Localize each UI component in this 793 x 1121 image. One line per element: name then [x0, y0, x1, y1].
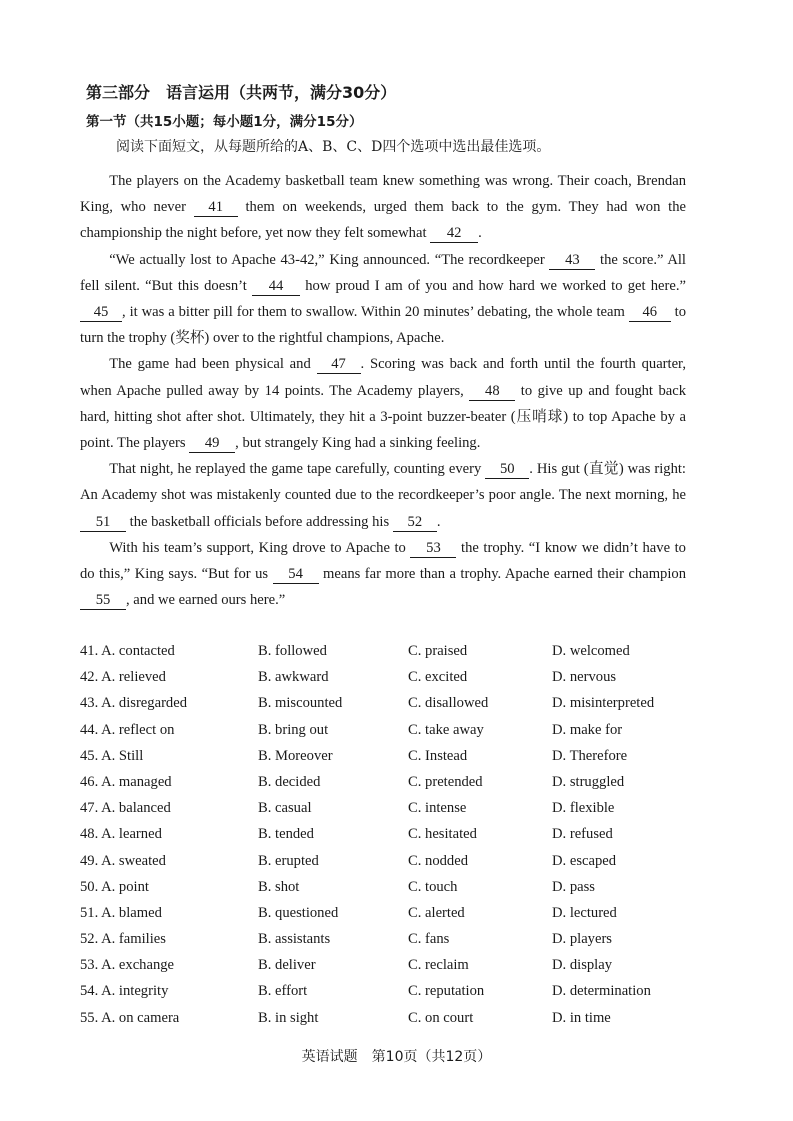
blank-47: 47	[317, 356, 361, 374]
passage-text: . His gut (直觉) was right: An Academy shot was mistakenly counted due to the recordkeeper’s poor angle. The next morning, he	[80, 461, 686, 504]
option-a: 54. A. integrity	[80, 983, 169, 1000]
passage-text: “We actually lost to Apache 43-42,” King announced. “The recordkeeper	[109, 251, 550, 268]
option-d: D. misinterpreted	[552, 695, 655, 712]
option-c: C. reclaim	[408, 957, 469, 974]
option-d: D. determination	[552, 983, 651, 1000]
option-b: B. casual	[258, 800, 312, 817]
option-c: C. praised	[408, 643, 468, 659]
option-a: 42. A. relieved	[80, 669, 166, 686]
paragraph-2	[80, 247, 686, 352]
option-c: C. on court	[408, 1009, 474, 1026]
option-c: C. take away	[408, 721, 484, 738]
option-c: C. reputation	[408, 983, 485, 1000]
option-d: D. pass	[552, 878, 595, 895]
option-row-41	[80, 640, 720, 666]
option-b: B. erupted	[258, 852, 319, 869]
passage-text: to turn the trophy (奖杯) over to the rightful champions, Apache.	[80, 304, 687, 347]
blank-50: 50	[485, 461, 529, 479]
option-b: B. deliver	[258, 957, 316, 974]
option-d: D. escaped	[552, 852, 617, 869]
passage-text: That night, he replayed the game tape carefully, counting every	[109, 461, 486, 478]
option-c: C. excited	[408, 669, 468, 686]
blank-52: 52	[393, 514, 437, 532]
option-row-47	[80, 797, 720, 823]
passage-text: , and we earned ours here.”	[126, 592, 286, 609]
option-row-54	[80, 980, 720, 1006]
passage-text: , but strangely King had a sinking feeling.	[235, 435, 481, 452]
option-d: D. lectured	[552, 904, 617, 921]
blank-41: 41	[194, 199, 238, 217]
option-row-52	[80, 928, 720, 954]
option-d: D. flexible	[552, 800, 615, 817]
option-d: D. Therefore	[552, 747, 628, 764]
blank-54: 54	[273, 566, 319, 584]
option-b: B. miscounted	[258, 695, 343, 712]
passage-text: .	[478, 225, 482, 242]
option-c: C. intense	[408, 800, 467, 817]
option-c: C. hesitated	[408, 826, 477, 843]
blank-44: 44	[252, 278, 300, 296]
option-a: 43. A. disregarded	[80, 695, 187, 712]
option-a: 49. A. sweated	[80, 852, 166, 869]
option-d: D. players	[552, 931, 612, 948]
option-row-44	[80, 719, 720, 745]
option-d: D. refused	[552, 826, 613, 843]
option-b: B. bring out	[258, 721, 329, 738]
blank-53: 53	[410, 540, 456, 558]
option-row-45	[80, 745, 720, 771]
passage-text: means far more than a trophy. Apache earned their champion	[318, 566, 686, 583]
blank-51: 51	[80, 514, 126, 532]
option-row-55	[80, 1007, 720, 1033]
blank-45: 45	[80, 304, 122, 322]
passage-text: the score.” All fell silent. “But this doesn’t	[80, 251, 686, 294]
option-row-42	[80, 666, 720, 692]
option-row-53	[80, 954, 720, 980]
blank-48: 48	[469, 383, 515, 401]
option-c: C. nodded	[408, 852, 468, 869]
answer-options	[80, 640, 720, 1033]
option-a: 53. A. exchange	[80, 957, 175, 974]
passage-text: , it was a bitter pill for them to swallow. Within 20 minutes’ debating, the whole team	[122, 304, 629, 321]
option-a: 41. A. contacted	[80, 643, 175, 659]
passage-text: them on weekends, urged them back to the gym. They had won the championship the night before, yet now they felt somewhat	[80, 199, 686, 242]
paragraph-5	[80, 535, 686, 614]
option-row-46	[80, 771, 720, 797]
option-c: C. disallowed	[408, 695, 489, 712]
option-c: C. alerted	[408, 904, 465, 921]
option-b: B. followed	[258, 643, 327, 659]
option-a: 46. A. managed	[80, 773, 172, 790]
option-a: 44. A. reflect on	[80, 721, 175, 738]
option-b: B. awkward	[258, 669, 329, 686]
option-d: D. display	[552, 957, 612, 974]
option-b: B. effort	[258, 983, 308, 1000]
blank-42: 42	[430, 225, 478, 243]
passage-text: to give up and fought back hard, hitting shot after shot. Ultimately, they hit a 3-point buzzer-beater (压哨球) to top Apache by a point. The players	[80, 382, 686, 452]
paragraph-3	[80, 351, 686, 456]
blank-46: 46	[629, 304, 671, 322]
option-d: D. in time	[552, 1009, 611, 1026]
option-b: B. in sight	[258, 1009, 319, 1026]
option-d: D. make for	[552, 721, 623, 738]
subsection-heading: 第一节（共15小题；每小题1分，满分15分）	[86, 114, 363, 130]
option-a: 47. A. balanced	[80, 800, 171, 817]
option-b: B. questioned	[258, 904, 339, 921]
option-b: B. assistants	[258, 931, 331, 948]
passage-text: The game had been physical and	[109, 356, 317, 373]
option-a: 50. A. point	[80, 878, 149, 895]
option-c: C. pretended	[408, 773, 483, 790]
option-a: 51. A. blamed	[80, 904, 162, 921]
option-row-43	[80, 692, 720, 718]
passage-text: .	[436, 513, 441, 530]
paragraph-4	[80, 456, 686, 535]
option-d: D. struggled	[552, 773, 625, 790]
option-c: C. Instead	[408, 747, 468, 764]
passage-text: the trophy. “I know we didn’t have to do this,” King says. “But for us	[80, 539, 686, 583]
option-row-50	[80, 876, 720, 902]
option-a: 55. A. on camera	[80, 1009, 180, 1026]
option-row-51	[80, 902, 720, 928]
blank-43: 43	[549, 252, 595, 270]
section-heading: 第三部分 语言运用（共两节，满分30分）	[86, 83, 397, 102]
option-b: B. shot	[258, 878, 300, 895]
option-a: 52. A. families	[80, 931, 166, 948]
option-c: C. fans	[408, 931, 450, 948]
option-c: C. touch	[408, 878, 458, 895]
passage-text: . Scoring was back and forth until the fourth quarter, when Apache pulled away by 14 points. The Academy players,	[80, 356, 686, 399]
option-a: 48. A. learned	[80, 826, 162, 843]
paragraph-1	[80, 168, 686, 247]
option-a: 45. A. Still	[80, 747, 144, 764]
option-d: D. welcomed	[552, 643, 630, 659]
option-row-49	[80, 850, 720, 876]
blank-55: 55	[80, 592, 126, 610]
instruction-text: 阅读下面短文，从每题所给的A、B、C、D四个选项中选出最佳选项。	[116, 139, 551, 155]
passage-text: With his team’s support, King drove to Apache to	[109, 539, 411, 556]
page-footer: 英语试题 第10页（共12页）	[301, 1049, 492, 1065]
cloze-passage	[80, 168, 686, 613]
blank-49: 49	[189, 435, 235, 453]
option-b: B. Moreover	[258, 747, 333, 764]
option-b: B. tended	[258, 826, 314, 843]
option-d: D. nervous	[552, 669, 617, 686]
option-row-48	[80, 823, 720, 849]
option-b: B. decided	[258, 773, 321, 790]
passage-text: how proud I am of you and how hard we worked to get here.”	[300, 277, 686, 294]
passage-text: the basketball officials before addressing his	[126, 513, 393, 530]
passage-text: The players on the Academy basketball team knew something was wrong. Their coach, Brendan King, who never	[80, 173, 686, 216]
